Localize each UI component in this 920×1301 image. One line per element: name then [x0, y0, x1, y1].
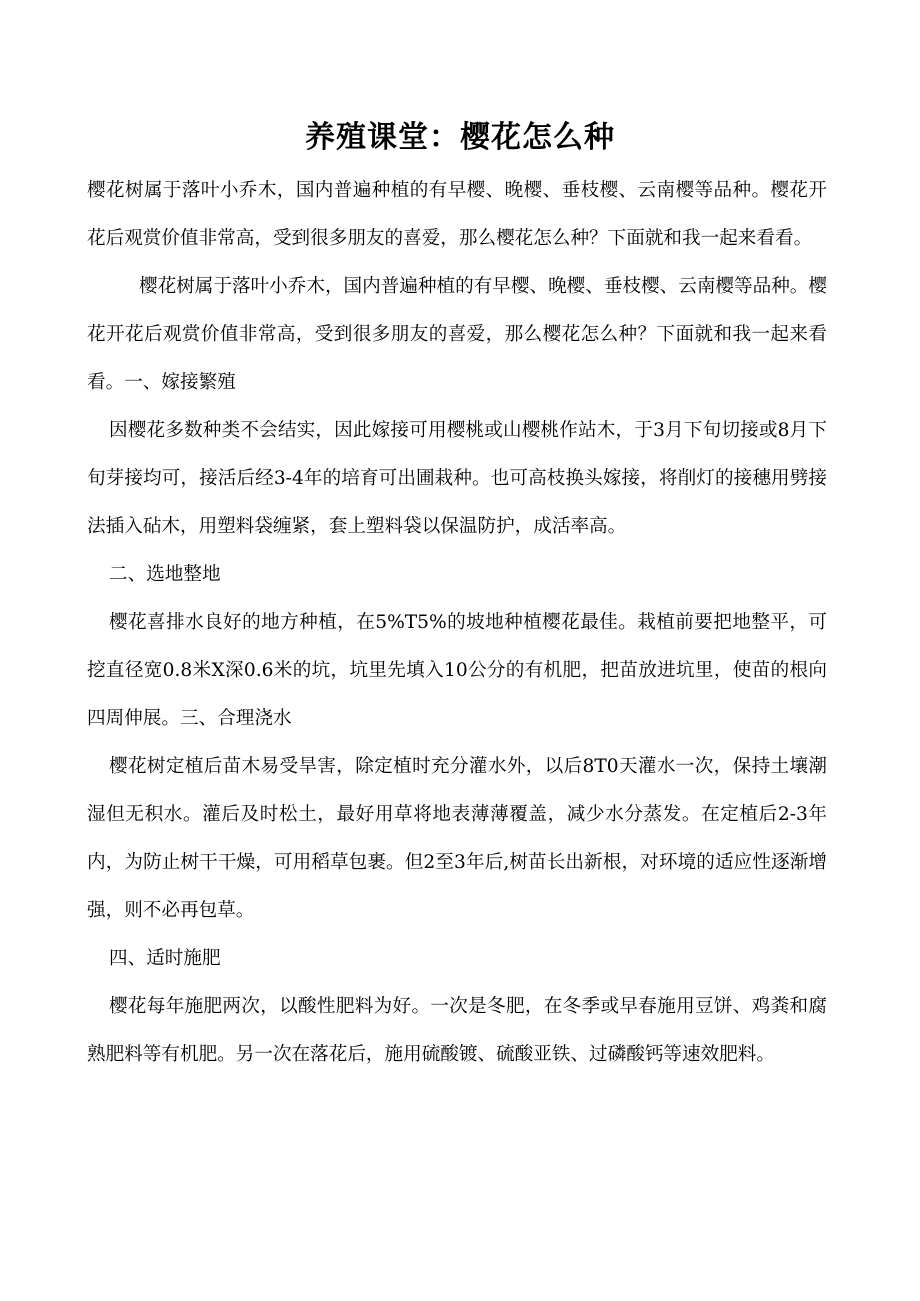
paragraph-fertilizing: 樱花每年施肥两次，以酸性肥料为好。一次是冬肥，在冬季或早春施用豆饼、鸡粪和腐熟肥料等有机肥。另一次在落花后，施用硫酸镀、硫酸亚铁、过磷酸钙等速效肥料。 — [87, 996, 827, 1065]
paragraph-site-selection: 樱花喜排水良好的地方种植，在5%T5%的坡地种植樱花最佳。栽植前要把地整平，可挖直径宽0.8米X深0.6米的坑，坑里先填入10公分的有机肥，把苗放进坑里，使苗的根向四周伸展。三、合理浇水 — [87, 612, 827, 729]
paragraph-watering: 樱花树定植后苗木易受旱害，除定植时充分灌水外，以后8T0天灌水一次，保持土壤潮湿但无积水。灌后及时松土，最好用草将地表薄薄覆盖，减少水分蒸发。在定植后2-3年内，为防止树干干燥，可用稻草包裹。但2至3年后,树苗长出新根，对环境的适应性逐渐增强，则不必再包草。 — [87, 756, 827, 921]
page-title: 养殖课堂：樱花怎么种 — [305, 120, 615, 155]
document-body — [87, 167, 827, 1079]
paragraph-grafting: 因樱花多数种类不会结实，因此嫁接可用樱桃或山樱桃作站木，于3月下旬切接或8月下旬芽接均可，接活后经3-4年的培育可出圃栽种。也可高枝换头嫁接，将削灯的接穗用劈接法插入砧木，用塑料袋缠紧，套上塑料袋以保温防护，成活率高。 — [87, 420, 827, 537]
paragraph-intro-repeat: 樱花树属于落叶小乔木，国内普遍种植的有早樱、晚樱、垂枝樱、云南樱等品种。樱花开花后观赏价值非常高，受到很多朋友的喜爱，那么樱花怎么种？下面就和我一起来看看。一、嫁接繁殖 — [87, 276, 827, 393]
section-heading-fertilizing: 四、适时施肥 — [109, 948, 221, 969]
section-heading-site-selection: 二、选地整地 — [109, 564, 221, 585]
paragraph-intro: 樱花树属于落叶小乔木，国内普遍种植的有早樱、晚樱、垂枝樱、云南樱等品种。樱花开花后观赏价值非常高，受到很多朋友的喜爱，那么樱花怎么种？下面就和我一起来看看。 — [87, 180, 827, 249]
